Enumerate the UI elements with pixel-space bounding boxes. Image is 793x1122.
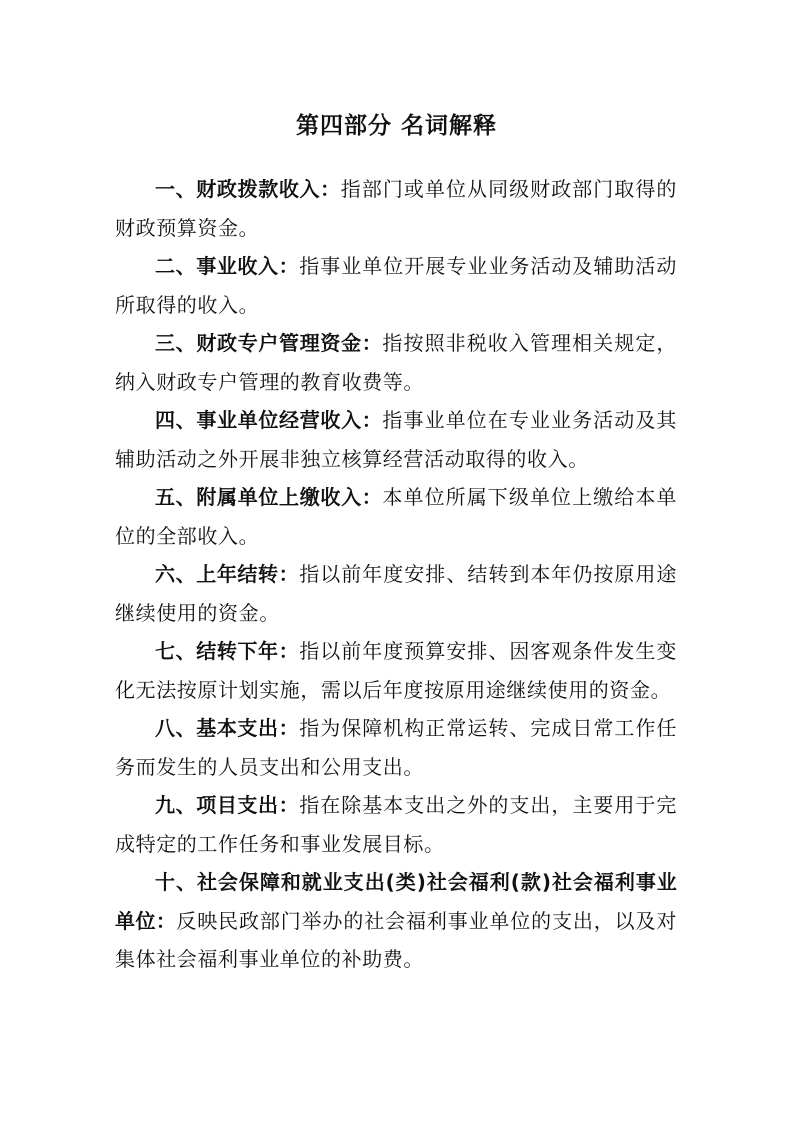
- glossary-entry: [115, 555, 677, 632]
- glossary-term: 十、社会保障和就业支出(类)社会福利(款)社会福利事业单位：: [115, 870, 677, 933]
- glossary-definition: 指以前年度预算安排、因客观条件发生变化无法按原计划实施，需以后年度按原用途继续使用的资金。: [115, 639, 677, 702]
- glossary-entry: [115, 786, 677, 863]
- glossary-term: 四、事业单位经营收入：: [155, 408, 383, 432]
- glossary-definition: 反映民政部门举办的社会福利事业单位的支出，以及对集体社会福利事业单位的补助费。: [115, 908, 677, 971]
- glossary-definition: 指部门或单位从同级财政部门取得的财政预算资金。: [115, 177, 677, 240]
- page-title: 第四部分 名词解释: [295, 113, 497, 139]
- glossary-definition: 指为保障机构正常运转、完成日常工作任务而发生的人员支出和公用支出。: [115, 716, 677, 779]
- glossary-term: 六、上年结转：: [155, 562, 300, 586]
- glossary-entry: [115, 247, 677, 324]
- glossary-term: 七、结转下年：: [155, 639, 300, 663]
- glossary-definition: 指事业单位在专业业务活动及其辅助活动之外开展非独立核算经营活动取得的收入。: [115, 408, 677, 471]
- glossary-entry: [115, 709, 677, 786]
- glossary-entry: [115, 863, 677, 979]
- glossary-entry: [115, 401, 677, 478]
- glossary-entry: [115, 478, 677, 555]
- glossary-entry: [115, 324, 677, 401]
- glossary-entry: [115, 632, 677, 709]
- glossary-definition: 指在除基本支出之外的支出，主要用于完成特定的工作任务和事业发展目标。: [115, 793, 677, 856]
- glossary-term: 一、财政拨款收入：: [155, 177, 341, 201]
- glossary-term: 八、基本支出：: [155, 716, 300, 740]
- glossary-term: 九、项目支出：: [155, 793, 300, 817]
- glossary-definition: 指事业单位开展专业业务活动及辅助活动所取得的收入。: [115, 254, 677, 317]
- glossary-definition: 指按照非税收入管理相关规定，纳入财政专户管理的教育收费等。: [115, 331, 677, 394]
- glossary-list: [115, 170, 677, 979]
- glossary-term: 五、附属单位上缴收入：: [155, 485, 383, 509]
- glossary-term: 二、事业收入：: [155, 254, 300, 278]
- glossary-definition: 指以前年度安排、结转到本年仍按原用途继续使用的资金。: [115, 562, 677, 625]
- glossary-definition: 本单位所属下级单位上缴给本单位的全部收入。: [115, 485, 677, 548]
- glossary-term: 三、财政专户管理资金：: [155, 331, 383, 355]
- glossary-entry: [115, 170, 677, 247]
